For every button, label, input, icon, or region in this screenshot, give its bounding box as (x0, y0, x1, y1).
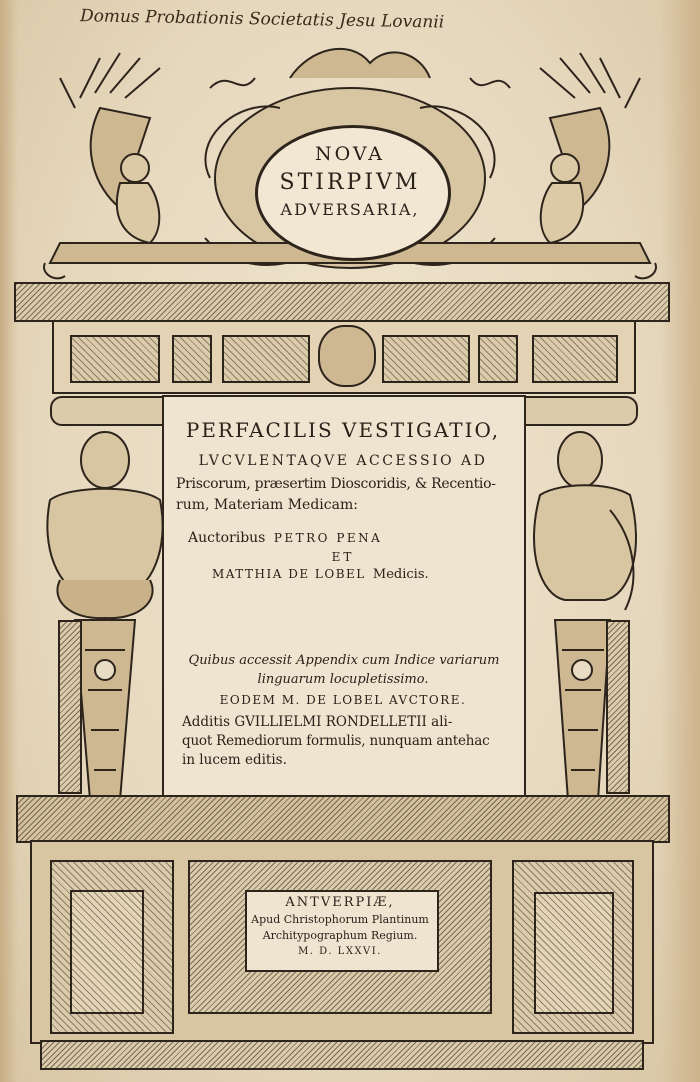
frieze-panel-2 (172, 335, 212, 383)
imprint-title: Architypographum Regium. (262, 929, 418, 942)
main-line-3: Priscorum, præsertim Dioscoridis, & Recentio- (176, 476, 496, 492)
paper-stain-right (660, 0, 700, 1082)
frieze-panel-1 (70, 335, 160, 383)
additis-line-1: Additis GVILLIELMI RONDELLETII ali- (182, 714, 453, 730)
author-lobel: MATTHIA DE LOBEL (212, 567, 366, 581)
authors-prefix: Auctoribus (188, 530, 266, 546)
author-suffix: Medicis. (372, 567, 429, 582)
frieze-panel-6 (532, 335, 618, 383)
left-column-shaft-bg (58, 620, 82, 794)
authors-line-2 (212, 567, 522, 582)
lion-mask (318, 325, 376, 387)
title-adversaria: ADVERSARIA, (280, 200, 420, 219)
cornice (14, 282, 670, 322)
frieze-panel-4 (382, 335, 470, 383)
right-caryatid-figure (510, 420, 660, 810)
main-line-1: PERFACILIS VESTIGATIO, (185, 418, 501, 442)
right-column-shaft-bg (606, 620, 630, 794)
eodem-line: EODEM M. DE LOBEL AVCTORE. (219, 693, 467, 707)
main-line-2: LVCVLENTAQVE ACCESSIO AD (198, 453, 488, 469)
frieze-panel-3 (222, 335, 310, 383)
appendix-line-2: linguarum locupletissimo. (257, 672, 429, 687)
base-panel-right-inner (534, 892, 614, 1014)
handwritten-inscription: Domus Probationis Societatis Jesu Lovanii (79, 6, 445, 33)
bottom-plinth (40, 1040, 644, 1070)
title-nova: NOVA (314, 143, 386, 165)
base-ledge (16, 795, 670, 843)
appendix-line-1: Quibus accessit Appendix cum Indice variarum (188, 653, 500, 668)
additis-line-3: in lucem editis. (182, 752, 287, 768)
title-stirpium: STIRPIVM (279, 170, 421, 195)
frieze-panel-5 (478, 335, 518, 383)
imprint-city: ANTVERPIÆ, (285, 895, 395, 910)
paper-stain-left (0, 0, 18, 1082)
author-pena: PETRO PENA (273, 531, 383, 545)
left-caryatid-figure (30, 420, 180, 810)
imprint-year: M. D. LXXVI. (298, 946, 382, 957)
author-conjunction: ET (331, 550, 355, 564)
additis-line-2: quot Remediorum formulis, nunquam antehac (182, 733, 490, 749)
imprint-printer: Apud Christophorum Plantinum (251, 913, 429, 926)
base-panel-left-inner (70, 890, 144, 1014)
authors-line-1 (188, 530, 518, 546)
main-line-4: rum, Materiam Medicam: (176, 497, 358, 513)
